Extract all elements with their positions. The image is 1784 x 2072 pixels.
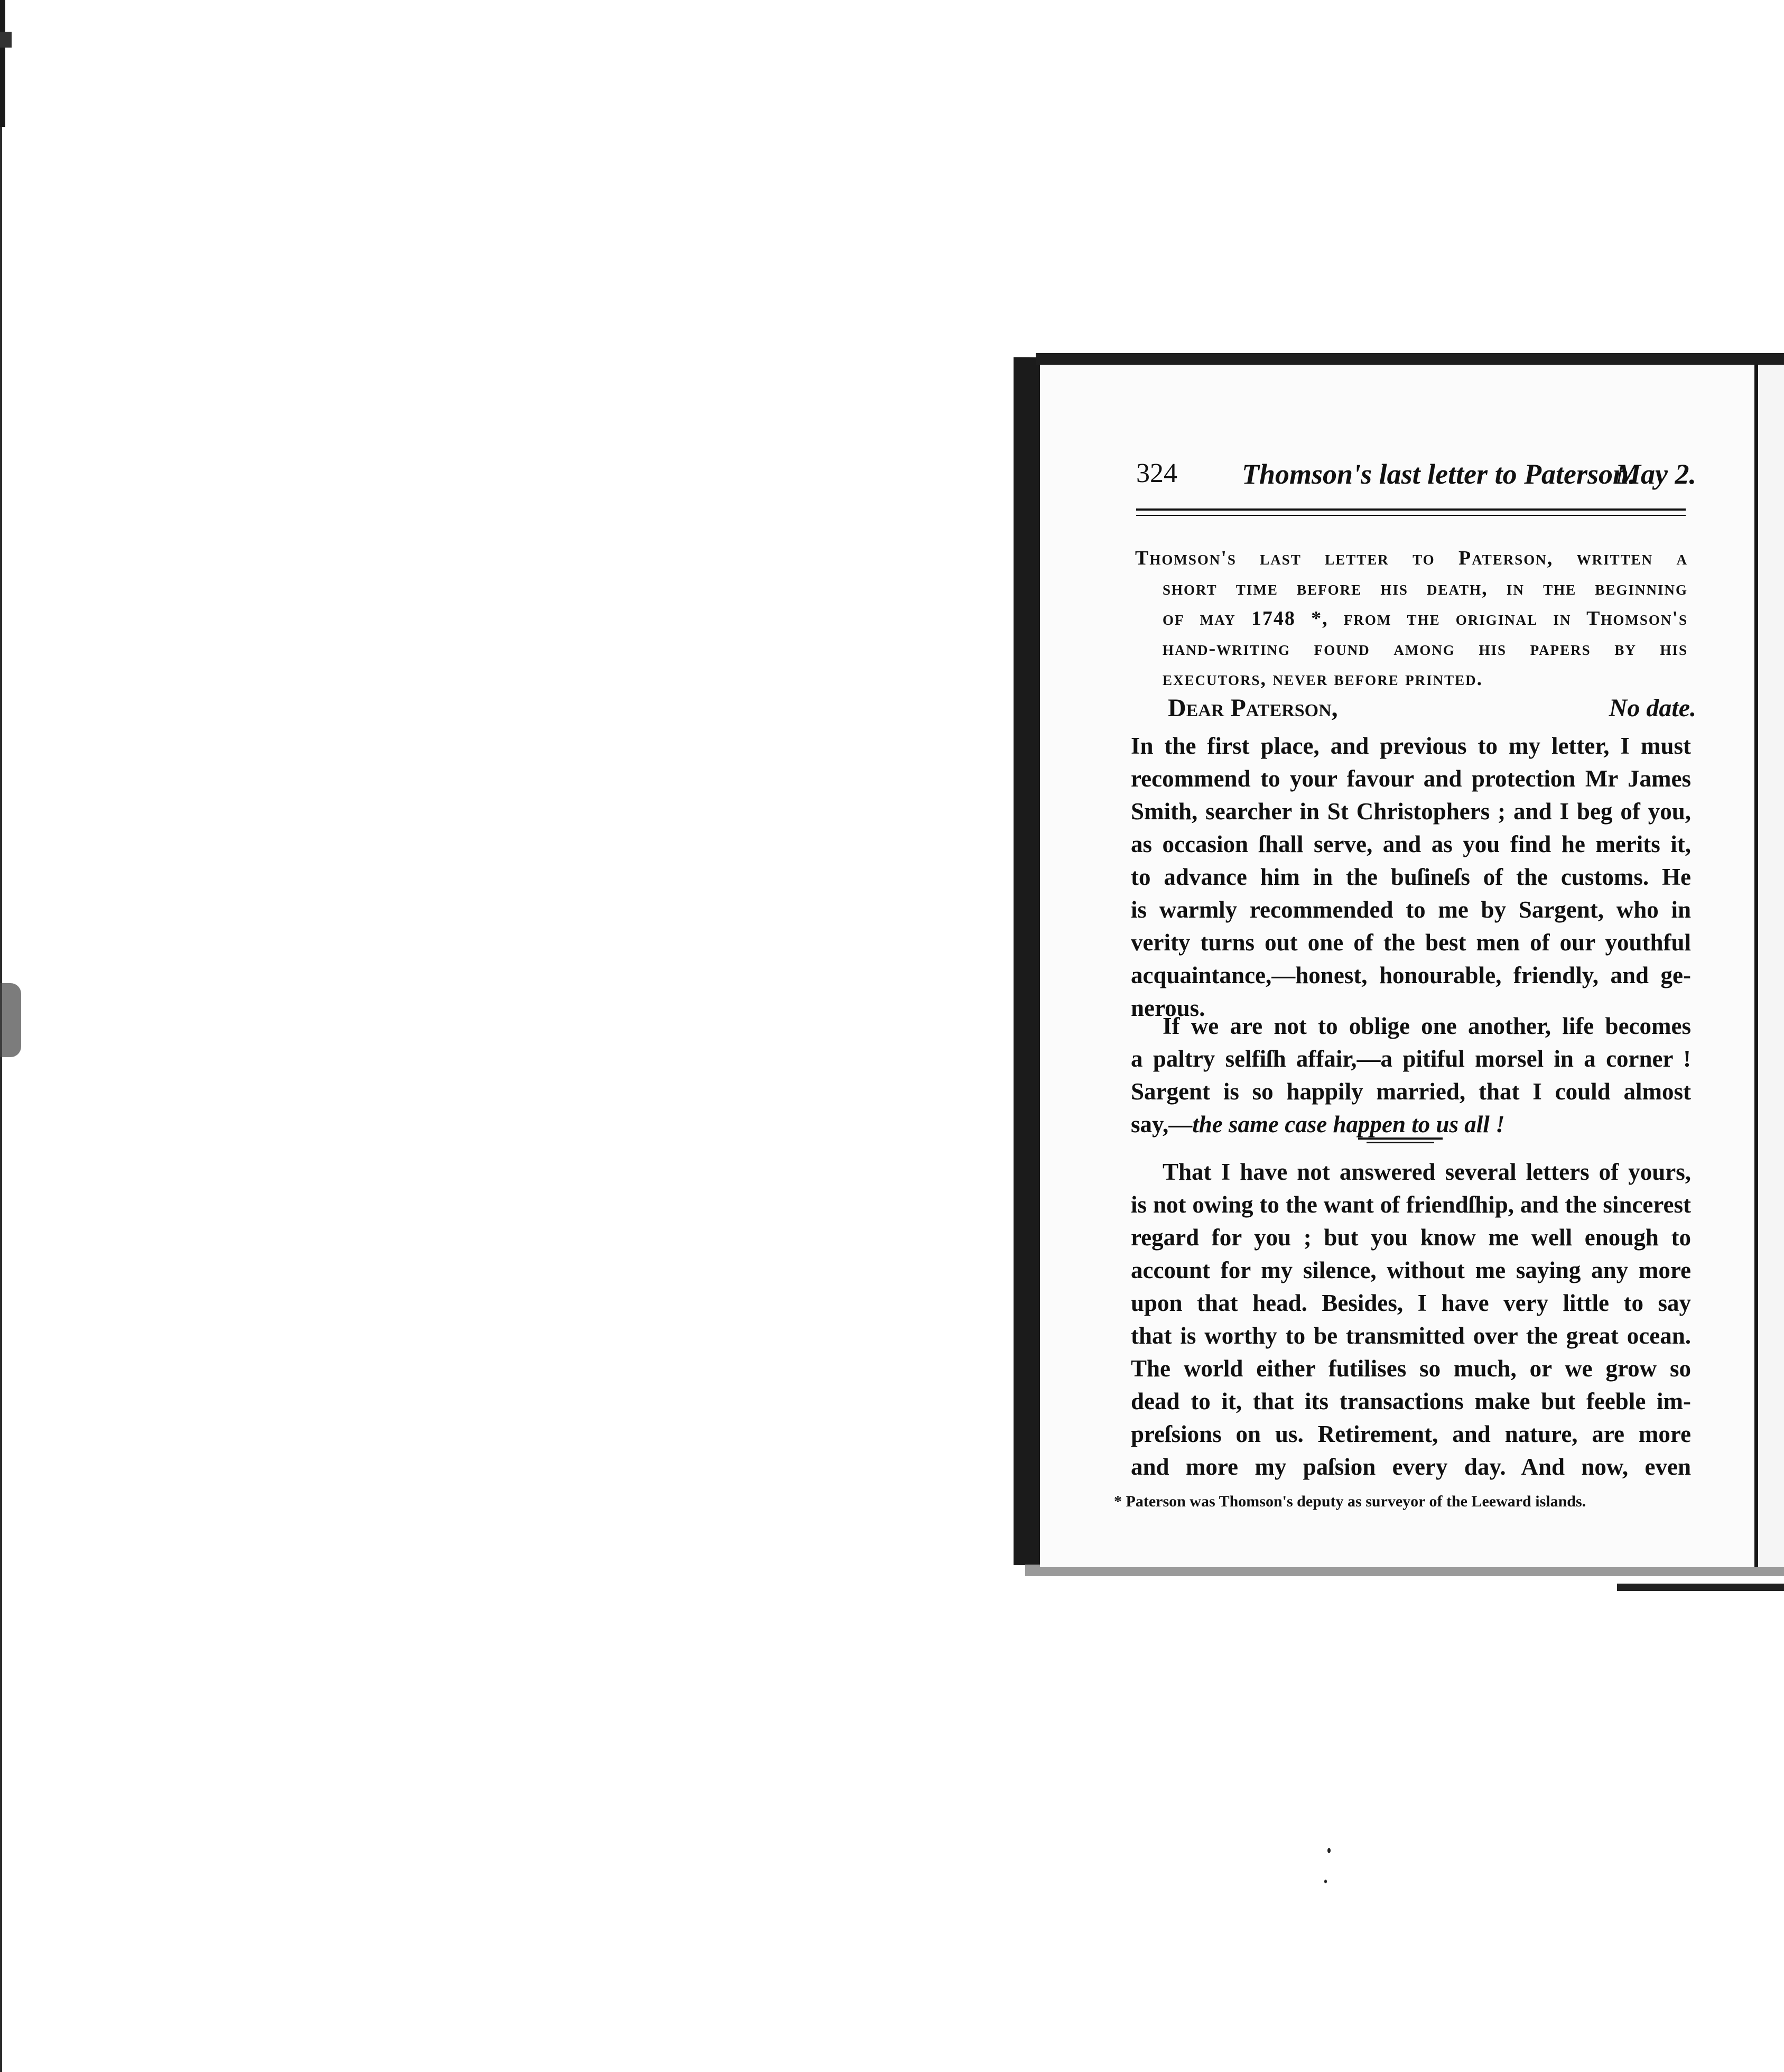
text-line: If we are not to oblige one another, life becomes bbox=[1163, 1013, 1691, 1039]
book-spine bbox=[1014, 357, 1041, 1565]
text-line: that is worthy to be transmitted over the great ocean. bbox=[1131, 1322, 1691, 1349]
heading-line: hand-writing found among his papers by his bbox=[1163, 637, 1688, 660]
text-fragment: say,— bbox=[1131, 1111, 1193, 1137]
text-line: That I have not answered several letters of yours, bbox=[1163, 1159, 1691, 1185]
salutation bbox=[1168, 693, 1696, 730]
text-line: a paltry selfiſh affair,—a pitiful morsel in a corner ! bbox=[1131, 1046, 1691, 1072]
book-bottom-edge-shadow bbox=[1617, 1584, 1784, 1591]
running-title: Thomson's last letter to Paterson. bbox=[1242, 458, 1636, 490]
text-line: account for my silence, without me saying any more bbox=[1131, 1257, 1691, 1283]
heading-line: executors, never before printed. bbox=[1163, 668, 1483, 690]
text-line: is warmly recommended to me by Sargent, who in bbox=[1131, 896, 1691, 923]
italic-quote: the same case happen to us all ! bbox=[1192, 1111, 1505, 1137]
paragraph-3 bbox=[1131, 1155, 1691, 1483]
text-line bbox=[1131, 1108, 1691, 1141]
running-date: May 2. bbox=[1615, 458, 1696, 490]
scan-edge-mark bbox=[0, 0, 5, 127]
text-line: In the first place, and previous to my letter, I must bbox=[1131, 733, 1691, 759]
letter-heading bbox=[1135, 543, 1688, 694]
head-rule-thin bbox=[1136, 515, 1686, 516]
no-date-note: No date. bbox=[1609, 694, 1696, 722]
text-line: is not owing to the want of friendſhip, and the sincerest bbox=[1131, 1191, 1691, 1218]
ornament-rule bbox=[1367, 1142, 1434, 1143]
running-head bbox=[1136, 454, 1696, 496]
text-line: The world either futilises so much, or we grow so bbox=[1131, 1355, 1691, 1382]
paragraph-1 bbox=[1131, 729, 1691, 1024]
text-line: to advance him in the buſineſs of the customs. He bbox=[1131, 864, 1691, 890]
heading-line: of may 1748 *, from the original in Thomson's bbox=[1163, 607, 1688, 630]
scan-edge-mark bbox=[0, 32, 12, 48]
speck bbox=[1327, 1848, 1331, 1853]
text-line: acquaintance,—honest, honourable, friendly, and ge- bbox=[1131, 962, 1691, 988]
head-rule bbox=[1136, 508, 1686, 511]
text-line: Smith, searcher in St Christophers ; and I beg of you, bbox=[1131, 798, 1691, 825]
text-line: upon that head. Besides, I have very little to say bbox=[1131, 1290, 1691, 1316]
text-line: and more my paſsion every day. And now, even bbox=[1131, 1454, 1691, 1480]
book-top-edge bbox=[1036, 353, 1784, 365]
text-line: regard for you ; but you know me well enough to bbox=[1131, 1224, 1691, 1251]
paragraph-2 bbox=[1131, 1010, 1691, 1141]
scan-edge-mark bbox=[0, 983, 21, 1057]
facing-page-edge bbox=[1754, 365, 1784, 1567]
footnote: * Paterson was Thomson's deputy as surveyor of the Leeward islands. bbox=[1114, 1493, 1586, 1510]
ornament-rule bbox=[1358, 1137, 1443, 1140]
heading-line: short time before his death, in the beginning bbox=[1163, 577, 1688, 599]
heading-line: Thomson's last letter to Paterson, written a bbox=[1135, 547, 1688, 569]
section-ornament bbox=[1358, 1137, 1443, 1145]
text-line: verity turns out one of the best men of our youthful bbox=[1131, 929, 1691, 956]
text-line: dead to it, that its transactions make but feeble im- bbox=[1131, 1388, 1691, 1414]
text-line: Sargent is so happily married, that I could almost bbox=[1131, 1078, 1691, 1105]
speck bbox=[1324, 1880, 1327, 1883]
text-line: nerous. bbox=[1131, 995, 1205, 1021]
text-line: recommend to your favour and protection Mr James bbox=[1131, 765, 1691, 792]
page-number: 324 bbox=[1136, 458, 1177, 488]
text-line: as occasion ſhall serve, and as you find he merits it, bbox=[1131, 831, 1691, 857]
text-line: preſsions on us. Retirement, and nature, are more bbox=[1131, 1421, 1691, 1447]
salutation-name: Dear Paterson, bbox=[1168, 694, 1338, 722]
